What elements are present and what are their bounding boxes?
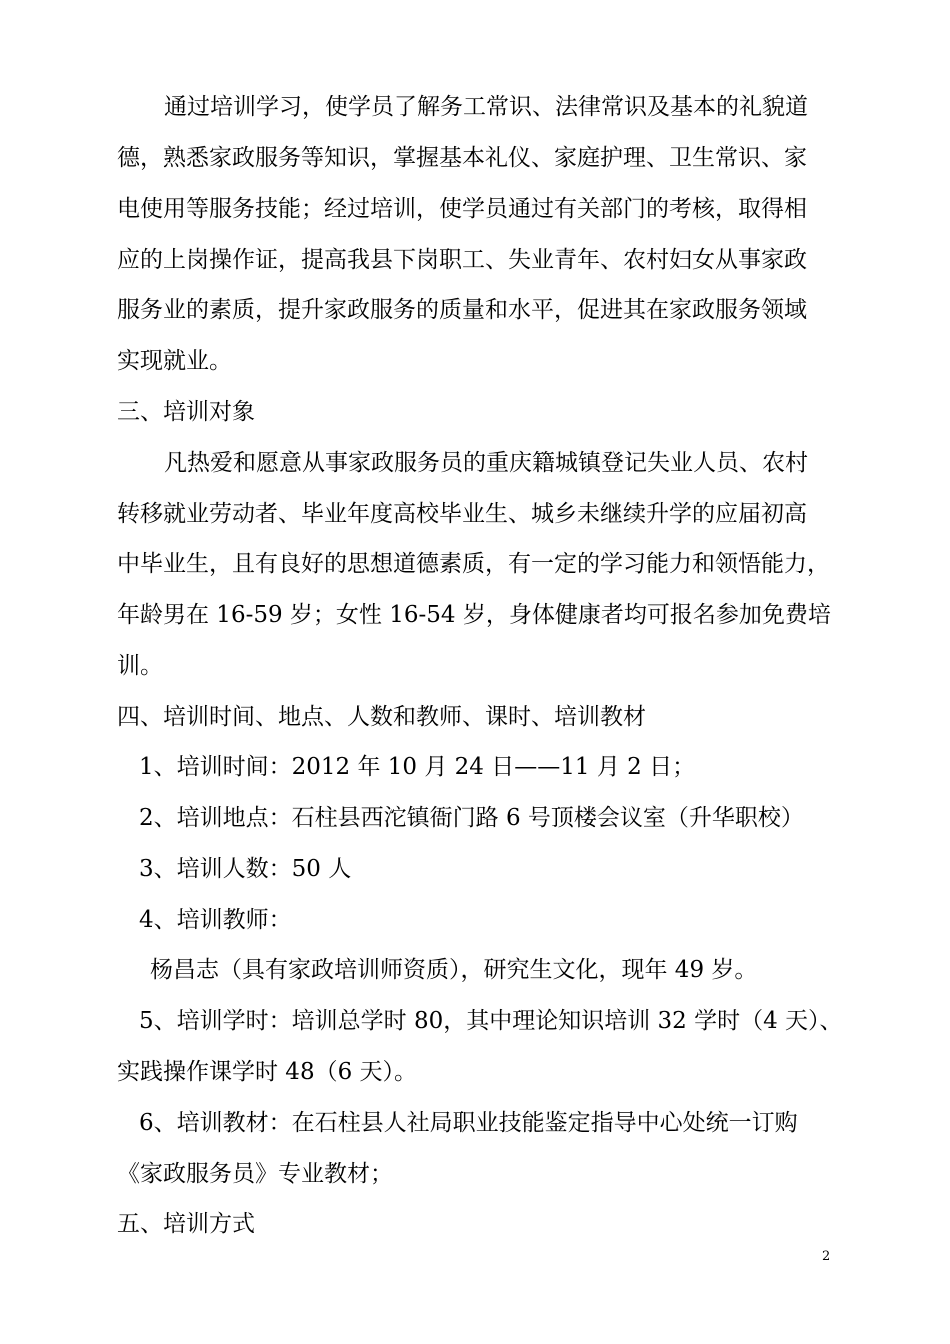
goal-line-2: 德，熟悉家政服务等知识，掌握基本礼仪、家庭护理、卫生常识、家: [117, 145, 807, 171]
section3-heading: 三、培训对象: [117, 399, 255, 425]
item-training-materials: 6、培训教材：在石柱县人社局职业技能鉴定指导中心处统一订购: [139, 1110, 798, 1136]
goal-line-3: 电使用等服务技能；经过培训，使学员通过有关部门的考核，取得相: [117, 196, 807, 222]
teacher-detail: 杨昌志（具有家政培训师资质），研究生文化，现年 49 岁。: [150, 957, 758, 983]
target-line-4: 年龄男在 16-59 岁；女性 16-54 岁，身体健康者均可报名参加免费培: [117, 602, 831, 628]
page-number: 2: [822, 1249, 831, 1264]
section5-heading: 五、培训方式: [117, 1211, 255, 1237]
item-training-materials-cont: 《家政服务员》专业教材；: [117, 1161, 393, 1187]
goal-line-1: 通过培训学习，使学员了解务工常识、法律常识及基本的礼貌道: [164, 94, 808, 120]
item-training-location: 2、培训地点：石柱县西沱镇衙门路 6 号顶楼会议室（升华职校）: [139, 805, 804, 831]
goal-line-6: 实现就业。: [117, 348, 232, 374]
target-line-2: 转移就业劳动者、毕业年度高校毕业生、城乡未继续升学的应届初高: [117, 501, 807, 527]
goal-line-4: 应的上岗操作证，提高我县下岗职工、失业青年、农村妇女从事家政: [117, 247, 807, 273]
item-training-hours-cont: 实践操作课学时 48（6 天）。: [117, 1059, 418, 1085]
target-line-5: 训。: [117, 653, 163, 679]
item-training-time: 1、培训时间：2012 年 10 月 24 日——11 月 2 日；: [139, 754, 696, 780]
item-training-count: 3、培训人数：50 人: [139, 856, 352, 882]
target-line-1: 凡热爱和愿意从事家政服务员的重庆籍城镇登记失业人员、农村: [164, 450, 808, 476]
goal-line-5: 服务业的素质，提升家政服务的质量和水平，促进其在家政服务领域: [117, 297, 807, 323]
item-training-hours: 5、培训学时：培训总学时 80，其中理论知识培训 32 学时（4 天）、: [139, 1008, 843, 1034]
item-training-teacher: 4、培训教师：: [139, 907, 292, 933]
target-line-3: 中毕业生，且有良好的思想道德素质，有一定的学习能力和领悟能力，: [117, 551, 830, 577]
section4-heading: 四、培训时间、地点、人数和教师、课时、培训教材: [117, 704, 646, 730]
